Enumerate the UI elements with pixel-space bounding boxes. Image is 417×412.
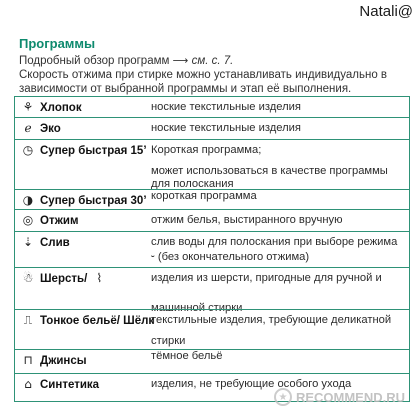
- program-desc-extra: стирки: [151, 335, 186, 347]
- spin-text-line1: Скорость отжима при стирке можно устанавливать индивидуально в: [19, 69, 388, 81]
- watermark: [274, 388, 405, 406]
- table-row: [15, 139, 409, 190]
- program-name-cell: [21, 144, 147, 157]
- super-quick-icon: ◷: [22, 143, 34, 157]
- spin-icon: ◎: [22, 213, 34, 227]
- program-name: Шерсть/: [40, 272, 88, 285]
- program-desc: текстильные изделия, требующие деликатной: [151, 314, 392, 326]
- program-name: Джинсы: [40, 354, 87, 367]
- program-name: Отжим: [40, 214, 79, 227]
- program-name: Супер быстрая 30’: [40, 194, 147, 207]
- recommend-logo-icon: ★: [274, 388, 292, 406]
- program-name: Тонкое бельё/ Шёлк: [40, 314, 155, 327]
- table-row: [15, 267, 409, 314]
- overview-line: [19, 54, 409, 68]
- synthetics-icon: ⌂: [24, 377, 32, 391]
- program-desc: отжим белья, выстиранного вручную: [151, 214, 343, 226]
- program-name: Хлопок: [40, 101, 82, 114]
- program-desc-extra: машинной стирки: [151, 302, 243, 314]
- program-desc: изделия, не требующие особого ухода: [151, 378, 352, 390]
- delicate-icon: ⎍: [23, 313, 33, 327]
- program-name-cell: [21, 122, 61, 135]
- program-desc-extra: может использоваться в качестве программы для полоскания: [151, 165, 388, 190]
- spin-text-line2: зависимости от выбранной программы и этап её выполнения.: [19, 83, 352, 95]
- program-desc: тёмное бельё: [151, 350, 223, 362]
- table-row: [15, 97, 409, 117]
- cotton-icon: ⚘: [22, 100, 34, 114]
- eco-icon: ℯ: [24, 121, 32, 135]
- user-name: Natali@: [359, 3, 413, 20]
- program-desc: изделия из шерсти, пригодные для ручной и: [151, 272, 382, 284]
- wool-icon: ☃: [22, 271, 34, 285]
- super-quick-30-icon: ◑: [22, 193, 34, 207]
- table-row: [15, 209, 409, 232]
- program-desc: носкиe текстильные изделия: [151, 101, 301, 113]
- program-name: Супер быстрая 15’: [40, 144, 147, 157]
- program-desc-extra-text: (без окончательного отжима): [157, 251, 310, 263]
- program-desc-extra: [151, 250, 409, 264]
- table-row: [15, 231, 409, 268]
- arrow-icon: ⟶: [172, 54, 189, 67]
- table-row: [15, 349, 409, 374]
- program-name-cell: [21, 378, 99, 391]
- program-name-cell: [21, 354, 87, 367]
- program-desc: слив воды для полоскания при выборе режима: [151, 236, 398, 248]
- program-name: Эко: [40, 122, 61, 135]
- basin-icon: ⏑: [151, 250, 155, 263]
- program-desc: Короткая программа;: [151, 144, 262, 156]
- program-name-cell: [21, 194, 147, 207]
- table-row: [15, 189, 409, 210]
- program-name: Слив: [40, 236, 70, 249]
- program-desc: короткая программа: [151, 190, 257, 202]
- jeans-icon: ⊓: [23, 353, 33, 367]
- program-desc: носкиe текстильные изделия: [151, 122, 301, 134]
- program-name: Синтетика: [40, 378, 100, 391]
- watermark-text: RECOMMEND.RU: [295, 389, 405, 405]
- program-name-cell: [21, 236, 70, 249]
- program-name-cell: [21, 272, 106, 285]
- program-name-cell: [21, 314, 154, 327]
- overview-text: Подробный обзор программ: [19, 55, 170, 67]
- drain-icon: ⇣: [22, 235, 34, 249]
- overview-ref: см. с. 7.: [191, 55, 234, 67]
- hand-wash-icon: ⌇: [96, 271, 103, 285]
- table-row: [15, 117, 409, 140]
- table-row: [15, 309, 409, 350]
- programs-table: [14, 96, 410, 402]
- program-name-cell: [21, 214, 78, 227]
- program-name-cell: [21, 101, 82, 114]
- section-title: Программы: [19, 36, 96, 51]
